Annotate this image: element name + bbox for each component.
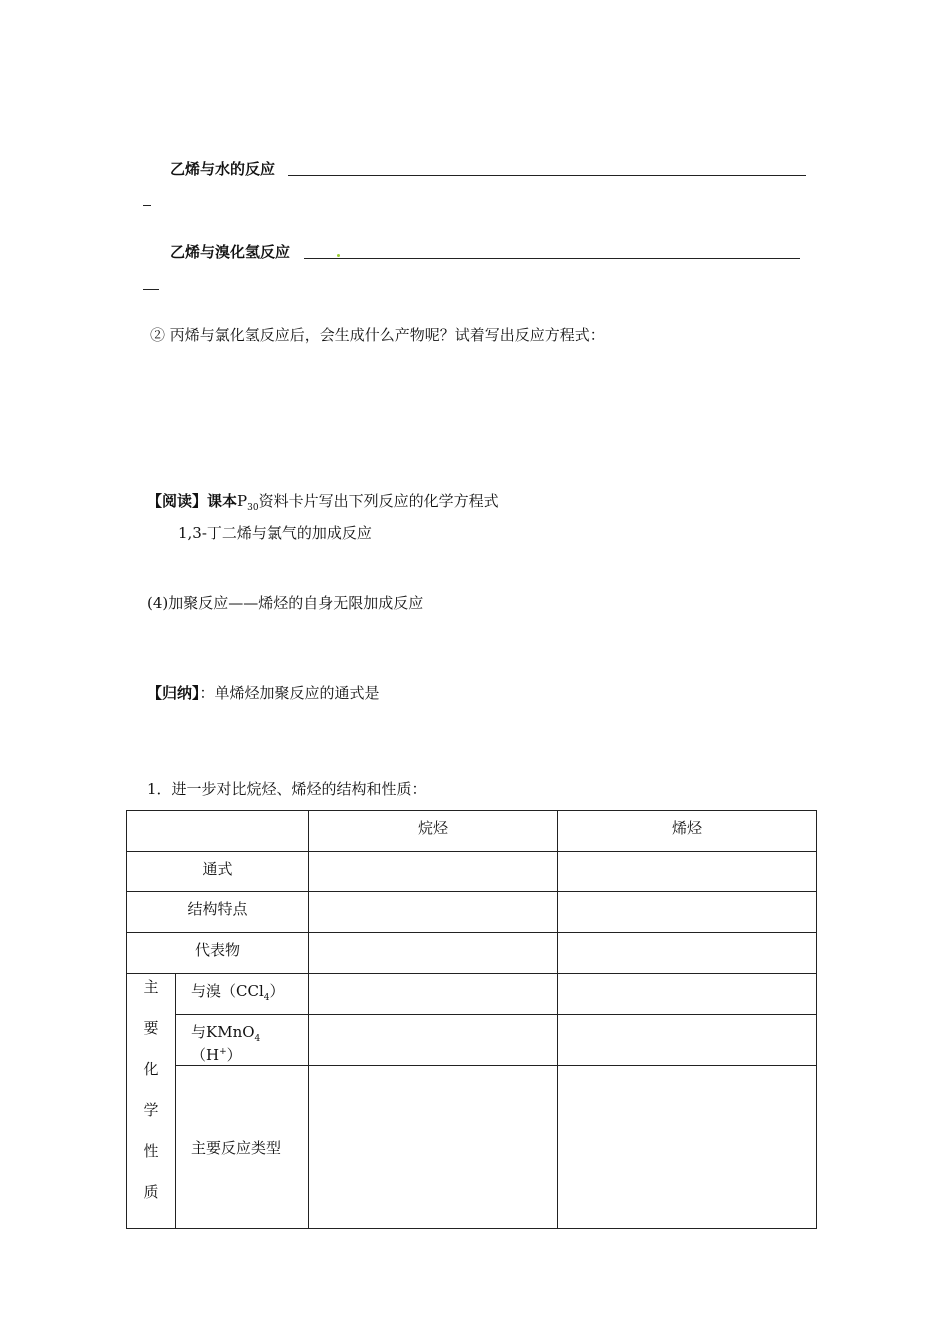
marker-dot bbox=[337, 254, 340, 257]
kmno4-sup: + bbox=[219, 1047, 227, 1057]
table-row bbox=[127, 852, 817, 892]
group-char: 化 bbox=[143, 1060, 159, 1078]
table-cell bbox=[309, 1015, 558, 1066]
table-row bbox=[127, 1066, 817, 1229]
ethylene-hbr-label: 乙烯与溴化氢反应 bbox=[170, 243, 291, 261]
answer-line bbox=[304, 243, 800, 259]
group-char: 要 bbox=[143, 1019, 159, 1037]
table-cell bbox=[558, 892, 817, 933]
group-char: 性 bbox=[143, 1142, 159, 1160]
butadiene-item: 1,3-丁二烯与氯气的加成反应 bbox=[178, 524, 372, 542]
row-label-structure: 结构特点 bbox=[127, 892, 309, 933]
reading-page-num: 30 bbox=[247, 503, 259, 513]
summary-line bbox=[147, 682, 380, 703]
question-text: 进一步对比烷烃、烯烃的结构和性质： bbox=[171, 780, 427, 798]
table-row bbox=[127, 933, 817, 974]
table-cell bbox=[309, 974, 558, 1015]
row-label-representative: 代表物 bbox=[127, 933, 309, 974]
table-cell bbox=[309, 1066, 558, 1229]
question-line bbox=[147, 778, 427, 799]
group-char: 主 bbox=[143, 978, 159, 996]
group-label bbox=[127, 974, 175, 1226]
summary-text: ：单烯烃加聚反应的通式是 bbox=[199, 684, 380, 702]
table-cell bbox=[558, 933, 817, 974]
row-label-bromine bbox=[176, 974, 309, 1015]
question-number: 1． bbox=[147, 780, 172, 798]
propene-question: ② 丙烯与氯化氢反应后，会生成什么产物呢？试着写出反应方程式： bbox=[150, 326, 605, 344]
reading-text-rest: 资料卡片写出下列反应的化学方程式 bbox=[258, 492, 499, 510]
table-row bbox=[127, 1015, 817, 1066]
reading-text-bold: 课本 bbox=[207, 492, 238, 510]
group-char: 学 bbox=[143, 1101, 159, 1119]
table-header-row bbox=[127, 811, 817, 852]
table-cell bbox=[558, 852, 817, 892]
kmno4-sub: 4 bbox=[254, 1034, 261, 1044]
table-row bbox=[127, 892, 817, 933]
table-cell bbox=[558, 1015, 817, 1066]
answer-line-tail bbox=[143, 274, 159, 290]
bromine-suffix: ） bbox=[269, 982, 285, 1000]
answer-line-tail bbox=[143, 190, 151, 206]
table-cell bbox=[309, 933, 558, 974]
reading-line bbox=[147, 490, 499, 513]
row-label-kmno4 bbox=[176, 1015, 309, 1066]
ethylene-water-label: 乙烯与水的反应 bbox=[170, 160, 276, 178]
reading-tag: 【阅读】 bbox=[147, 492, 208, 510]
header-alkene: 烯烃 bbox=[558, 811, 817, 852]
row-label-reaction-type: 主要反应类型 bbox=[176, 1066, 309, 1229]
answer-line bbox=[288, 160, 806, 176]
group-label-cell bbox=[127, 974, 176, 1229]
kmno4-prefix: 与KMnO bbox=[191, 1023, 255, 1041]
reading-page-letter: P bbox=[237, 492, 248, 510]
group-char: 质 bbox=[143, 1183, 159, 1201]
row-label-formula: 通式 bbox=[127, 852, 309, 892]
table-cell bbox=[558, 974, 817, 1015]
comparison-table bbox=[126, 810, 817, 1229]
table-corner-cell bbox=[127, 811, 309, 852]
bromine-sub: 4 bbox=[263, 993, 270, 1003]
polymerization-heading: (4)加聚反应——烯烃的自身无限加成反应 bbox=[147, 594, 424, 612]
summary-tag: 【归纳】 bbox=[147, 684, 200, 702]
table-cell bbox=[309, 892, 558, 933]
kmno4-mid: （H bbox=[191, 1046, 220, 1064]
table-cell bbox=[558, 1066, 817, 1229]
table-row bbox=[127, 974, 817, 1015]
kmno4-suffix: ） bbox=[226, 1046, 242, 1064]
bromine-prefix: 与溴（CCl bbox=[191, 982, 264, 1000]
header-alkane: 烷烃 bbox=[309, 811, 558, 852]
table-cell bbox=[309, 852, 558, 892]
